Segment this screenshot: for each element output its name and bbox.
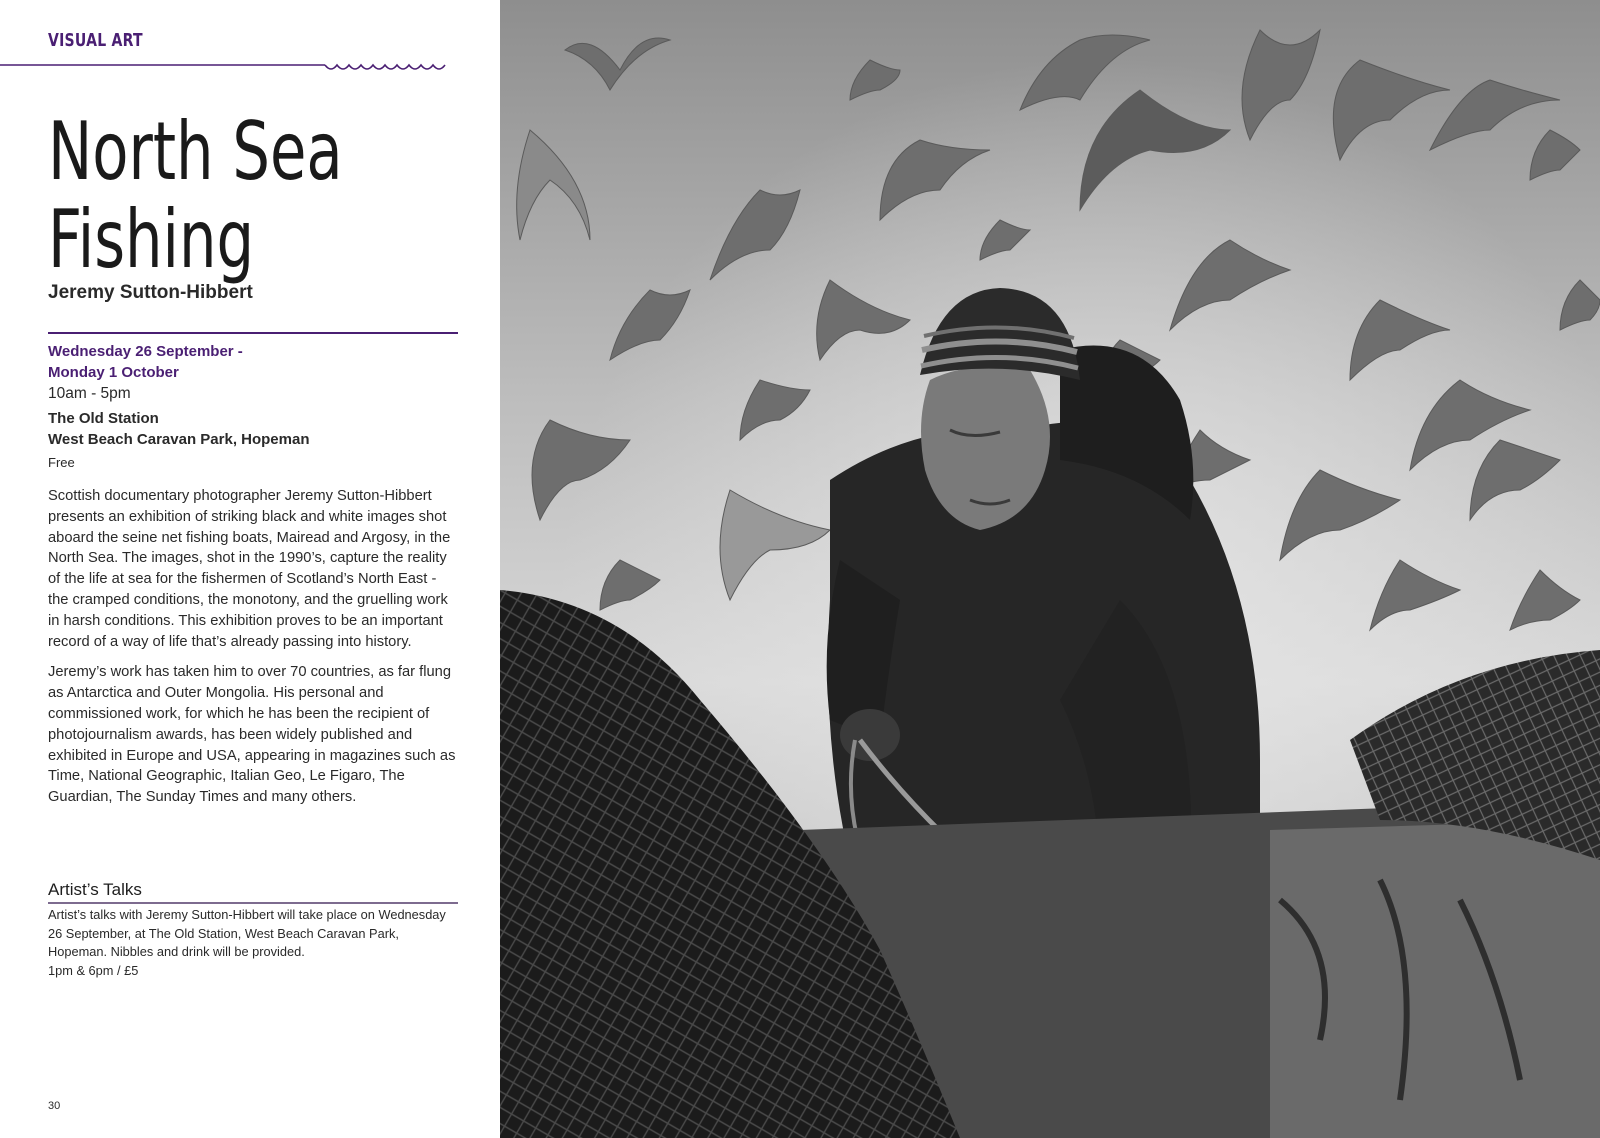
talks-description: Artist’s talks with Jeremy Sutton-Hibbert will take place on Wednesday 26 September, at The Old Station, West Beach Caravan Park, Hopeman. Nibbles and drink will be provided. (48, 907, 446, 959)
page-number: 30 (48, 1100, 61, 1112)
talks-times-price: 1pm & 6pm / £5 (48, 962, 139, 978)
event-title (48, 105, 343, 286)
title-line-2: Fishing (48, 193, 255, 286)
description-paragraph-2: Jeremy’s work has taken him to over 70 countries, as far flung as Antarctica and Outer Mongolia. His personal and commissioned work, for which he has been the recipient of photojournalism awards, has been widely published and exhibited in Europe and USA, appearing in magazines such as Time, National Geographic, Italian Geo, Le Figaro, The Guardian, The Sunday Times and many others. (48, 664, 456, 806)
event-description (48, 486, 458, 818)
artist-name: Jeremy Sutton-Hibbert (48, 282, 253, 303)
photograph-fisherman-seagulls (500, 0, 1600, 1138)
wavy-divider (0, 60, 460, 76)
event-time: 10am - 5pm (48, 385, 131, 402)
venue-name: The Old Station (48, 410, 159, 427)
event-venue (48, 408, 468, 450)
title-line-1: North Sea (48, 105, 343, 198)
event-details (48, 341, 468, 473)
date-start: Wednesday 26 September - (48, 343, 243, 360)
divider (48, 332, 458, 334)
event-dates (48, 341, 468, 383)
talks-heading: Artist’s Talks (48, 880, 142, 899)
talks-details (48, 906, 458, 980)
description-paragraph-1: Scottish documentary photographer Jeremy Sutton-Hibbert presents an exhibition of striking black and white images shot aboard the seine net fishing boats, Mairead and Argosy, in the North Sea. The images, shot in the 1990’s, capture the reality of the life at sea for the fishermen of Scotland’s North East - the cramped conditions, the monotony, and the gruelling work in harsh conditions. This exhibition proves to be an important record of a way of life that’s already passing into history. (48, 488, 451, 650)
section-label: VISUAL ART (48, 30, 143, 51)
venue-address: West Beach Caravan Park, Hopeman (48, 431, 310, 448)
text-column (0, 0, 500, 1138)
date-end: Monday 1 October (48, 364, 179, 381)
photo-illustration (500, 0, 1600, 1138)
event-price: Free (48, 455, 75, 470)
talks-divider (48, 902, 458, 904)
